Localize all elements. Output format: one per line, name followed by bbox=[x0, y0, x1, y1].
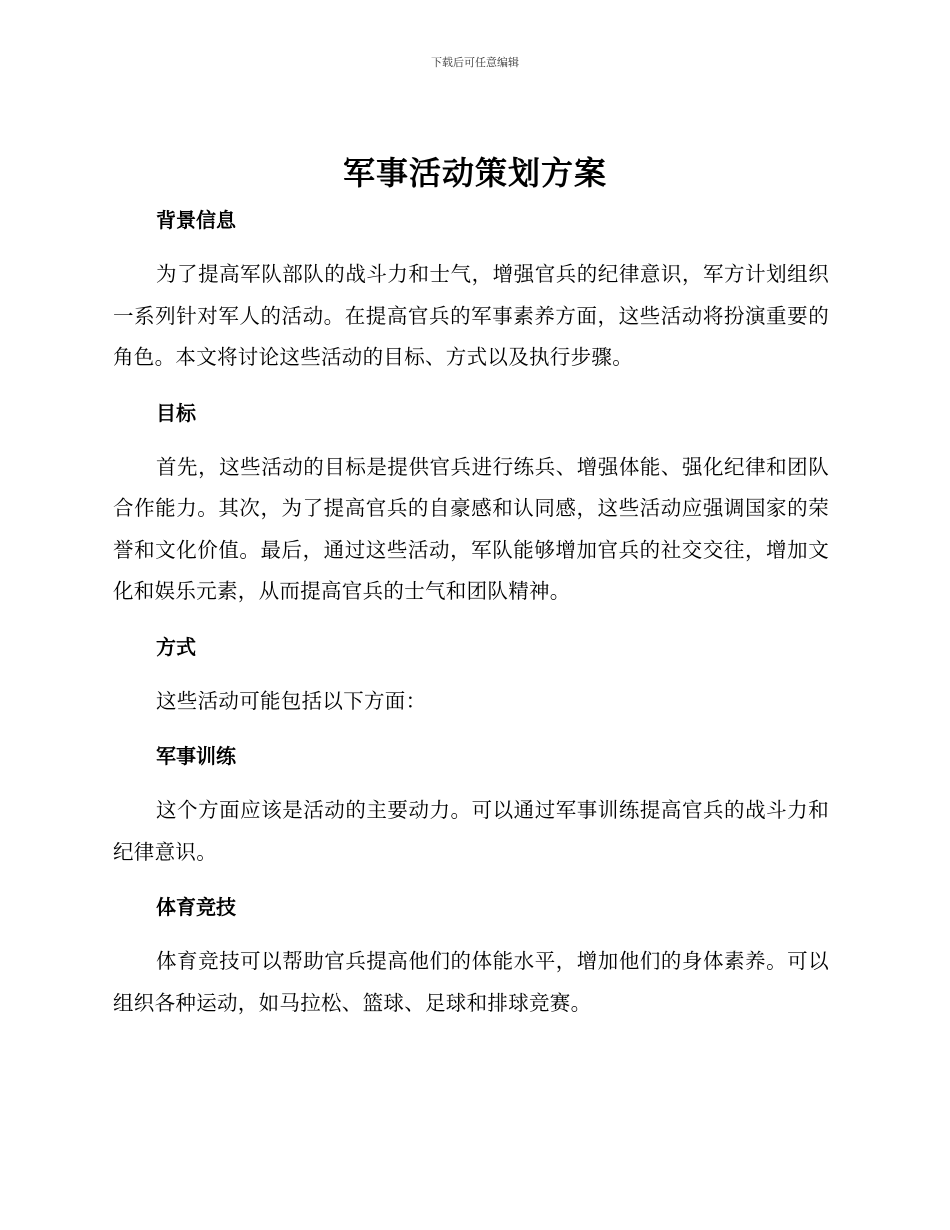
section-heading: 目标 bbox=[156, 400, 196, 425]
section-heading: 背景信息 bbox=[156, 208, 236, 232]
header-note: 下载后可任意编辑 bbox=[431, 56, 519, 69]
section-paragraph: 这些活动可能包括以下方面： bbox=[156, 688, 427, 713]
document-body bbox=[113, 200, 829, 1024]
section-background bbox=[113, 200, 829, 393]
section-paragraph: 这个方面应该是活动的主要动力。可以通过军事训练提高官兵的战斗力和纪律意识。 bbox=[113, 798, 829, 864]
section-paragraph: 首先，这些活动的目标是提供官兵进行练兵、增强体能、强化纪律和团队合作能力。其次，为了提高官兵的自豪感和认同感，这些活动应强调国家的荣誉和文化价值。最后，通过这些活动，军队能够增加官兵的社交交往，增加文化和娱乐元素，从而提高官兵的士气和团队精神。 bbox=[113, 454, 829, 603]
section-military-training bbox=[113, 736, 829, 887]
section-heading: 体育竞技 bbox=[156, 895, 236, 919]
section-methods bbox=[113, 627, 829, 737]
document-title: 军事活动策划方案 bbox=[342, 154, 607, 192]
section-paragraph: 为了提高军队部队的战斗力和士气，增强官兵的纪律意识，军方计划组织一系列针对军人的活动。在提高官兵的军事素养方面，这些活动将扮演重要的角色。本文将讨论这些活动的目标、方式以及执行步骤。 bbox=[113, 262, 829, 369]
section-paragraph: 体育竞技可以帮助官兵提高他们的体能水平，增加他们的身体素养。可以组织各种运动，如马拉松、篮球、足球和排球竞赛。 bbox=[113, 949, 829, 1015]
section-heading: 军事训练 bbox=[156, 744, 236, 768]
section-sports bbox=[113, 887, 829, 1024]
section-heading: 方式 bbox=[156, 634, 196, 659]
section-goals bbox=[113, 393, 829, 627]
